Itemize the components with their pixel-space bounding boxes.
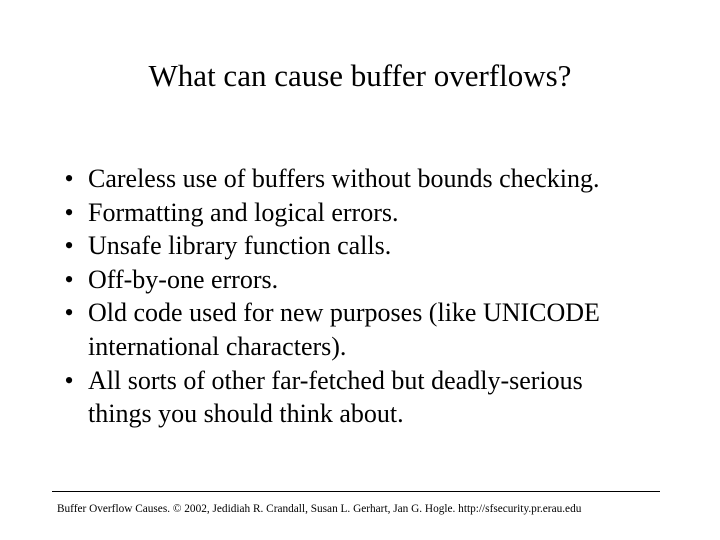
list-item — [62, 196, 702, 230]
footer-divider — [52, 491, 660, 492]
slide-title: What can cause buffer overflows? — [148, 58, 572, 93]
list-item — [62, 162, 702, 196]
footer-citation: Buffer Overflow Causes. © 2002, Jedidiah R. Crandall, Susan L. Gerhart, Jan G. Hogle. http://sfsecurity.pr.erau.edu — [57, 503, 582, 515]
bullet-text-line: Careless use of buffers without bounds checking. — [88, 164, 600, 193]
bullet-icon: • — [64, 365, 74, 395]
bullet-text-line: international characters). — [88, 331, 347, 361]
list-item — [62, 263, 702, 297]
bullet-icon: • — [64, 231, 74, 261]
bullet-text-line: Off-by-one errors. — [88, 264, 279, 294]
list-item — [62, 296, 702, 363]
bullet-text-line: Old code used for new purposes (like UNICODE — [88, 298, 600, 328]
bullet-icon: • — [64, 298, 74, 328]
bullet-text-line: All sorts of other far-fetched but deadly-serious — [88, 365, 583, 395]
bullet-icon: • — [64, 264, 74, 294]
bullet-icon: • — [64, 197, 74, 227]
bullet-text-line: Formatting and logical errors. — [88, 197, 399, 227]
bullet-text-line: Unsafe library function calls. — [88, 231, 392, 261]
list-item — [62, 364, 702, 431]
bullet-text-line: things you should think about. — [88, 399, 404, 429]
bullet-icon: • — [64, 164, 74, 193]
bullet-list — [62, 162, 702, 431]
list-item — [62, 229, 702, 263]
